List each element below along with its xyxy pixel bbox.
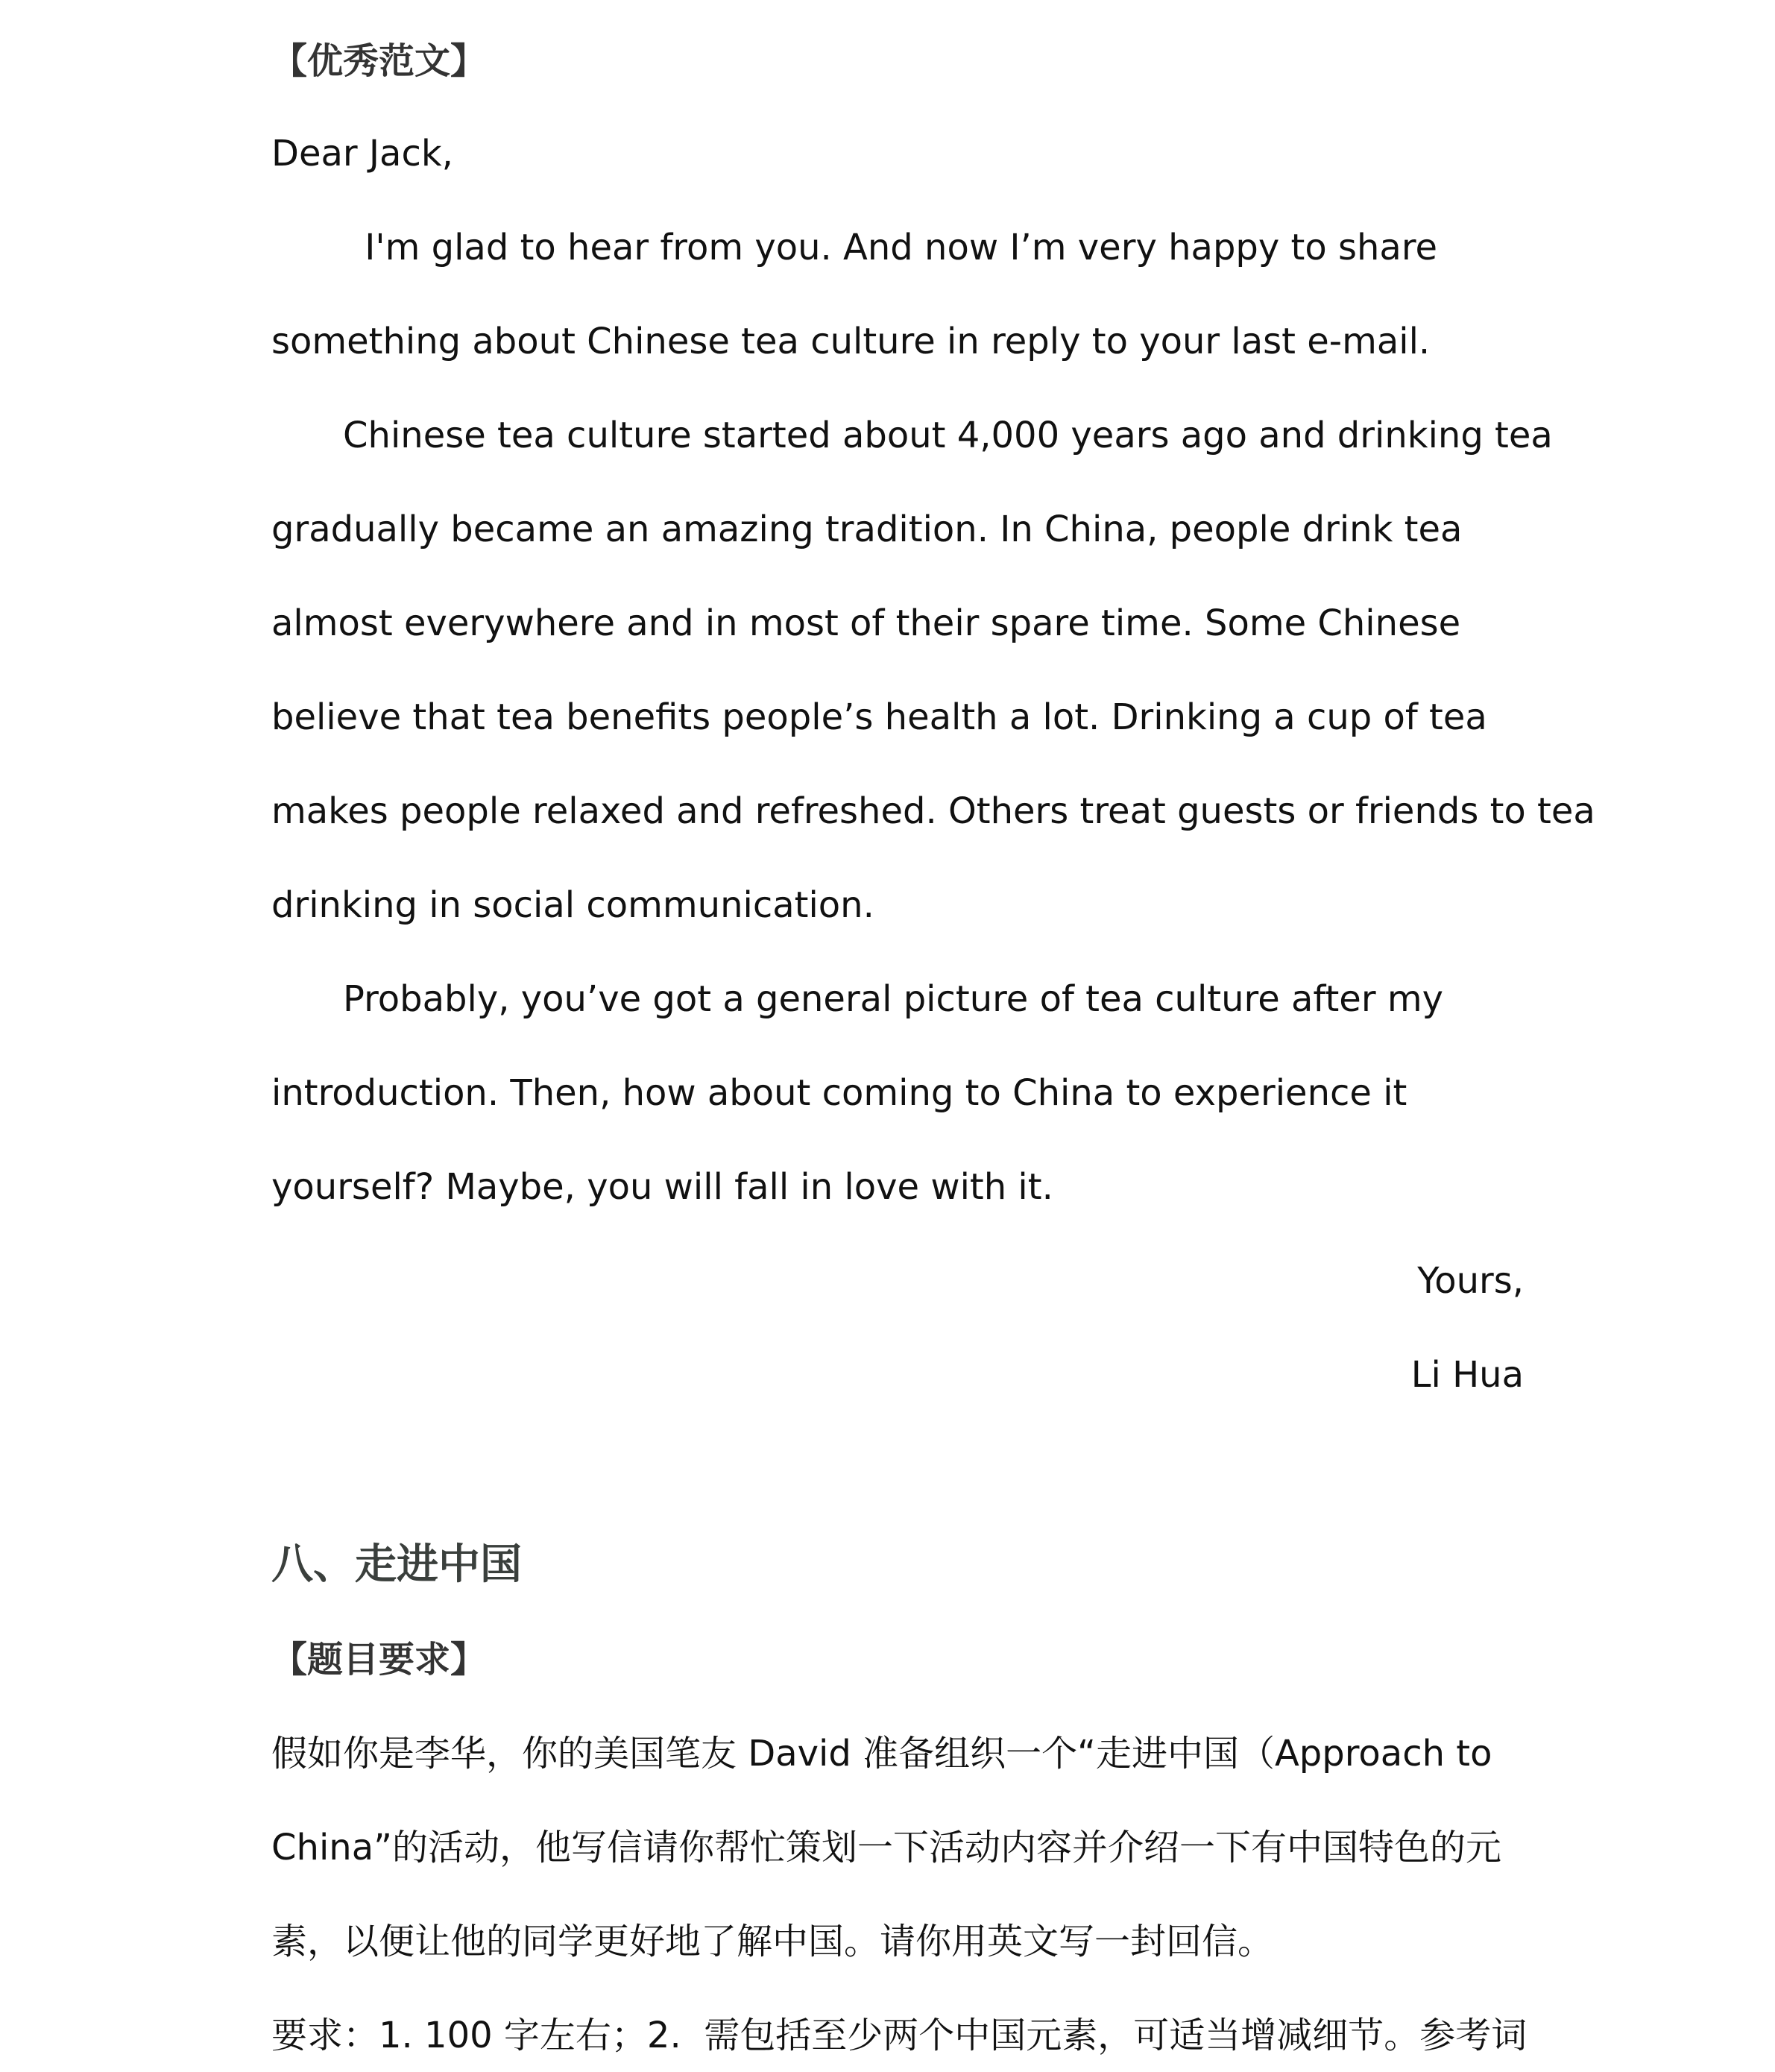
prompt-line: China”的活动，他写信请你帮忙策划一下活动内容并介绍一下有中国特色的元 <box>271 1827 1501 1868</box>
essay-line: drinking in social communication. <box>271 884 874 926</box>
document-page <box>271 0 1595 2072</box>
requirement-heading: 【题目要求】 <box>271 1639 487 1681</box>
essay-line: Chinese tea culture started about 4,000 years ago and drinking tea <box>343 415 1553 456</box>
essay-signature: Li Hua <box>1410 1354 1524 1396</box>
essay-line: yourself? Maybe, you will fall in love with it. <box>271 1166 1053 1208</box>
section-title: 八、走进中国 <box>271 1540 522 1589</box>
essay-line: introduction. Then, how about coming to China to experience it <box>271 1072 1407 1114</box>
essay-line: believe that tea benefits people’s health a lot. Drinking a cup of tea <box>271 696 1487 738</box>
essay-heading: 【优秀范文】 <box>271 40 487 82</box>
essay-line: Probably, you’ve got a general picture of tea culture after my <box>343 978 1443 1020</box>
essay-greeting: Dear Jack, <box>271 133 453 174</box>
essay-line: gradually became an amazing tradition. In China, people drink tea <box>271 508 1463 550</box>
prompt-line: 要求：1. 100 字左右；2. 需包括至少两个中国元素，可适当增减细节。参考词 <box>271 2015 1527 2056</box>
prompt-line: 假如你是李华，你的美国笔友 David 准备组织一个“走进中国（Approach to <box>271 1733 1492 1775</box>
essay-line: makes people relaxed and refreshed. Others treat guests or friends to tea <box>271 790 1595 832</box>
essay-closing: Yours, <box>1417 1260 1524 1302</box>
prompt-line: 素，以便让他的同学更好地了解中国。请你用英文写一封回信。 <box>271 1921 1274 1962</box>
essay-line: I'm glad to hear from you. And now I’m very happy to share <box>353 227 1438 268</box>
essay-line: something about Chinese tea culture in reply to your last e-mail. <box>271 321 1431 362</box>
essay-line: almost everywhere and in most of their spare time. Some Chinese <box>271 602 1461 644</box>
